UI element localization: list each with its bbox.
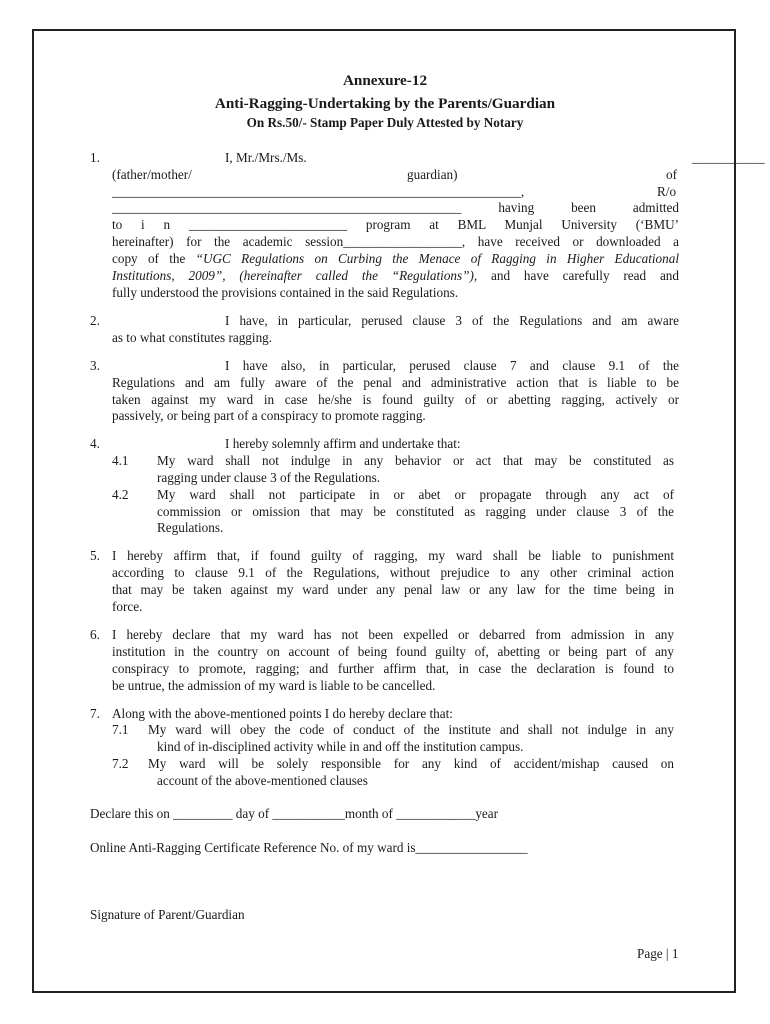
paragraph-text: I hereby solemnly affirm and undertake that: <box>225 436 461 451</box>
document-subtitle: Anti-Ragging-Undertaking by the Parents/Guardian <box>214 95 556 112</box>
document-title: Annexure-12 <box>342 72 428 89</box>
paragraph-number: 6. <box>90 627 100 642</box>
paragraph-number: 4. <box>90 436 100 451</box>
subclause-number: 4.2 <box>112 487 129 502</box>
subclause-text: My ward will be solely responsible for any kind of accident/mishap caused on <box>148 756 674 771</box>
paragraph-text: I, Mr./Mrs./Ms. <box>225 150 307 165</box>
paragraph-text: to i n ________________________ program at BML Munjal University (‘BMU’ <box>112 217 679 232</box>
paragraph-text: fully understood the provisions contained in the said Regulations. <box>112 285 459 300</box>
subclause-text: account of the above-mentioned clauses <box>157 773 368 788</box>
paragraph-text: Institutions, 2009”, (hereinafter called the “Regulations”), and have carefully read and <box>112 268 679 283</box>
subclause-text: ragging under clause 3 of the Regulations. <box>157 470 381 485</box>
subclause-number: 7.1 <box>112 722 129 737</box>
paragraph-text: I have, in particular, perused clause 3 of the Regulations and am aware <box>225 313 679 328</box>
paragraph-text: passively, or being part of a conspiracy to promote ragging. <box>112 408 426 423</box>
paragraph-text: taken against my ward in case he/she is found guilty of or abetting ragging, actively or <box>112 392 679 407</box>
name-blank: ___________ <box>692 150 765 165</box>
paragraph-text: guardian) <box>407 167 458 182</box>
paragraph-text: hereinafter) for the academic session__________________, have received or downloaded a <box>112 234 679 249</box>
subclause-text: My ward shall not indulge in any behavior or act that may be constituted as <box>157 453 674 468</box>
signature-label: Signature of Parent/Guardian <box>90 907 245 922</box>
paragraph-text: copy of the “UGC Regulations on Curbing the Menace of Ragging in Higher Educational <box>112 251 679 266</box>
paragraph-text: that may be taken against my ward under any penal law or any law for the time being in <box>112 582 674 597</box>
paragraph-number: 3. <box>90 358 100 373</box>
declare-date-line: Declare this on _________ day of ___________month of ____________year <box>90 806 499 821</box>
subclause-text: kind of in-disciplined activity while in and off the institution campus. <box>157 739 524 754</box>
paragraph-text: be untrue, the admission of my ward is liable to be cancelled. <box>112 678 436 693</box>
subclause-text: commission or omission that may be constituted as ragging under clause 3 of the <box>157 504 674 519</box>
stamp-paper-note: On Rs.50/- Stamp Paper Duly Attested by Notary <box>246 115 524 130</box>
paragraph-text: institution in the country on account of being found guilty of, abetting or being part of any <box>112 644 674 659</box>
page-number: Page | 1 <box>637 946 679 961</box>
paragraph-text: conspiracy to promote, ragging; and further affirm that, in case the declaration is found to <box>112 661 674 676</box>
paragraph-text: Regulations and am fully aware of the penal and administrative action that is liable to be <box>112 375 679 390</box>
subclause-number: 7.2 <box>112 756 129 771</box>
subclause-text: My ward shall not participate in or abet or propagate through any act of <box>157 487 674 502</box>
paragraph-number: 2. <box>90 313 100 328</box>
address-blank: ______________________________________________________________, <box>112 184 525 199</box>
subclause-number: 4.1 <box>112 453 129 468</box>
subclause-text: Regulations. <box>157 520 224 535</box>
paragraph-text: (father/mother/ <box>112 167 192 182</box>
paragraph-text: I hereby declare that my ward has not been expelled or debarred from admission in any <box>112 627 674 642</box>
reference-number-line: Online Anti-Ragging Certificate Reference No. of my ward is_________________ <box>90 840 528 855</box>
paragraph-text: of <box>666 167 677 182</box>
paragraph-text: I have also, in particular, perused clause 7 and clause 9.1 of the <box>225 358 679 373</box>
paragraph-text: R/o <box>657 184 677 199</box>
paragraph-text: Along with the above-mentioned points I do hereby declare that: <box>112 706 453 721</box>
paragraph-text: I hereby affirm that, if found guilty of ragging, my ward shall be liable to punishment <box>112 548 674 563</box>
subclause-text: My ward will obey the code of conduct of the institute and shall not indulge in any <box>148 722 674 737</box>
paragraph-text: according to clause 9.1 of the Regulations, without prejudice to any other criminal action <box>112 565 674 580</box>
paragraph-number: 7. <box>90 706 100 721</box>
paragraph-text: force. <box>112 599 143 614</box>
paragraph-number: 5. <box>90 548 100 563</box>
paragraph-text: _____________________________________________________ having been admitted <box>112 200 679 215</box>
paragraph-text: as to what constitutes ragging. <box>112 330 273 345</box>
paragraph-number: 1. <box>90 150 100 165</box>
